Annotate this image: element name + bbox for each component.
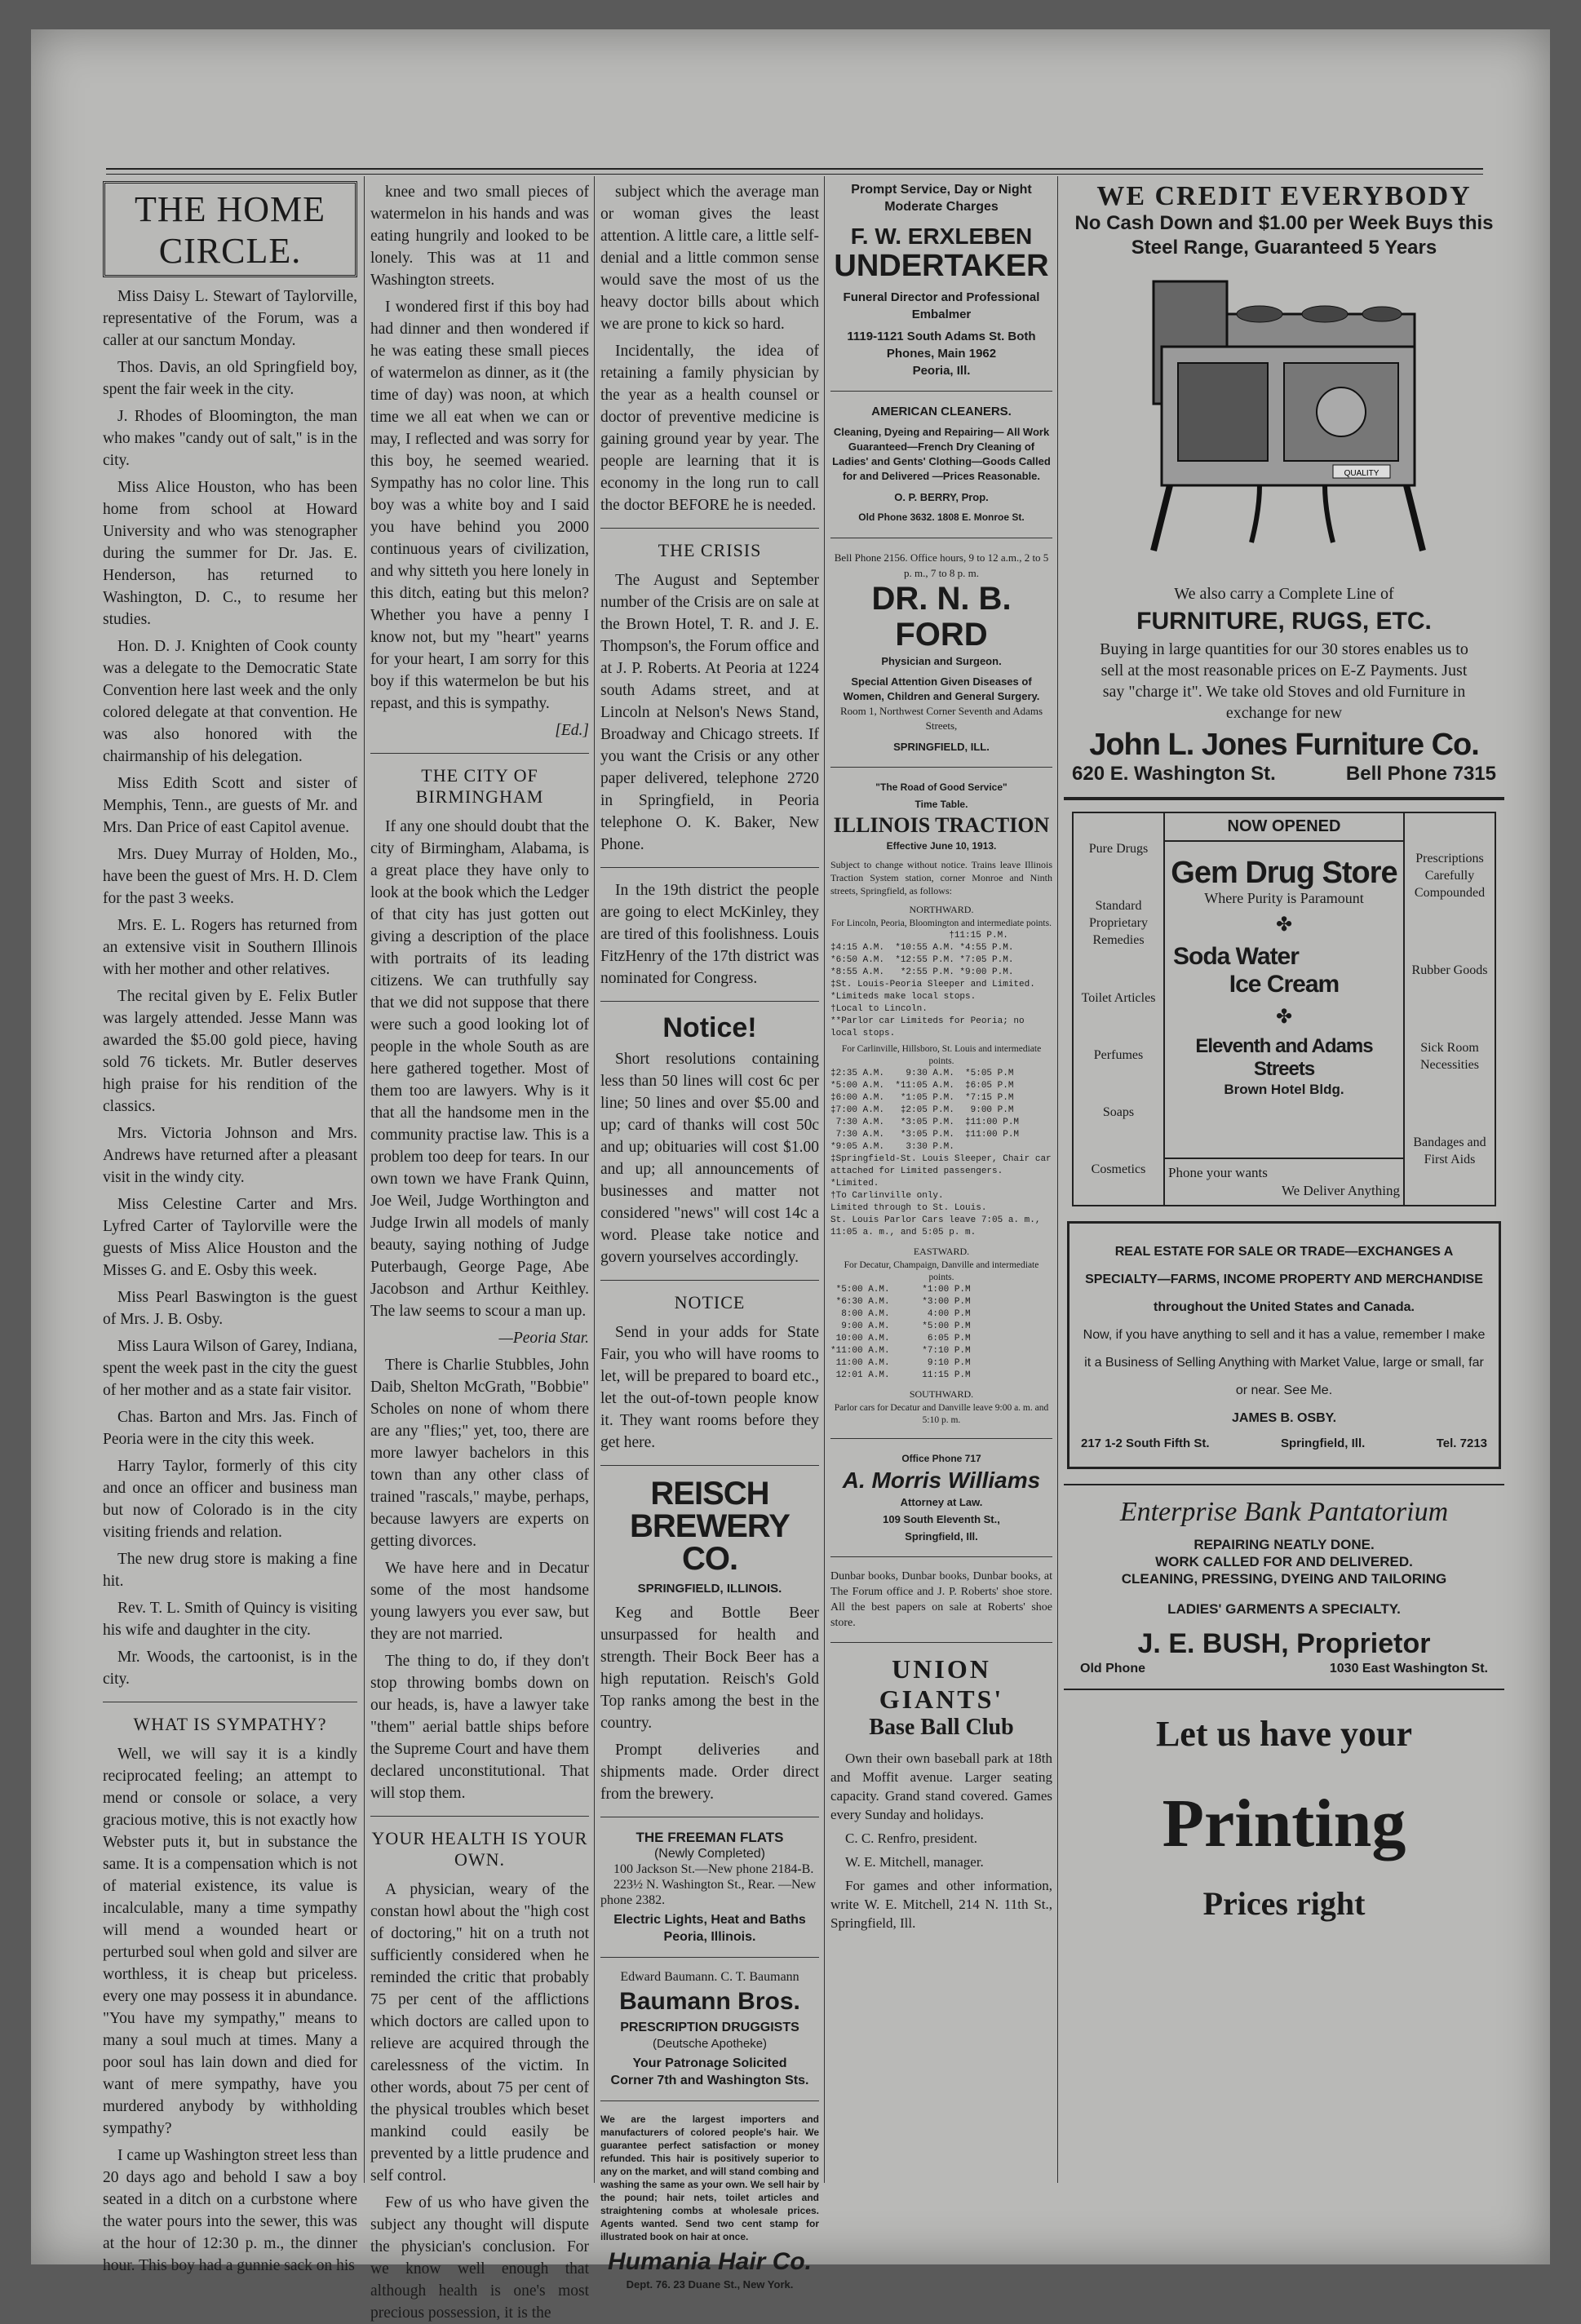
sympathy-continued [370, 181, 589, 715]
gem-want: Phone your wants [1168, 1165, 1268, 1181]
column-three [600, 181, 819, 2291]
union-giants-title2: GIANTS' [879, 1684, 1004, 1714]
gem-list-item: Standard Proprietary Remedies [1089, 899, 1148, 948]
eastward-heading: EASTWARD. [913, 1245, 970, 1257]
column-home-circle [103, 181, 357, 2274]
ford-line1: Special Attention Given Diseases of Women, Children and General Surgery. [843, 675, 1040, 702]
printing-line2: Printing [1162, 1785, 1406, 1861]
gem-sub: Where Purity is Paramount [1204, 889, 1364, 906]
credit-line2: We also carry a Complete Line of [1174, 585, 1394, 604]
cleaners-text: Cleaning, Dyeing and Repairing— All Work Guaranteed—French Dry Cleaning of Ladies' and Gents' Clothing—Goods Called for and Delivered —Prices Reasonable. [832, 425, 1051, 482]
gem-ice: Ice Cream [1229, 970, 1340, 998]
reisch-title: REISCH BREWERY CO. [630, 1476, 790, 1578]
carlinville-times: ‡2:35 A.M. 9:30 A.M. *5:05 P.M *5:00 A.M. *11:05 A.M. ‡6:05 P.M ‡6:00 A.M. *1:05 P.M. *7:15 P.M ‡7:00 A.M. ‡2:05 P.M. 9:00 P.M 7:30 A.M. *3:05 P.M. ‡11:00 P.M 7:30 A.M. *3:05 P.M. ‡11:00 P.M *9:05 A.M. 3:30 P.M. [830, 1068, 1020, 1152]
freeman-title: THE FREEMAN FLATS [636, 1830, 784, 1846]
paragraph: Few of us who have given the subject any thought will dispute the physician's conclusion. For we know well enough that although health is one's most precious possession, it is the [370, 2194, 589, 2322]
health-heading: YOUR HEALTH IS YOUR OWN. [371, 1828, 588, 1870]
cleaners-ad [830, 403, 1052, 526]
southward-heading: SOUTHWARD. [909, 1388, 974, 1400]
dunbar-item: Dunbar books, Dunbar books, Dunbar books, at The Forum office and J. P. Roberts' shoe store. All the best papers on sale at Roberts' shoe store. [830, 1569, 1052, 1629]
northward-heading: NORTHWARD. [909, 903, 974, 915]
paragraph: Well, we will say it is a kindly reciprocated feeling; an attempt to mend or console or solace, a very gracious motive, this is not exactly how Webster puts it, but in substance the same. It is a compensation which is not of material existence, its value is incalculable, many a time sympathy will mend a wounded heart or perturbed soul when gold and silver are worthless, it is cheap but priceless. every one may possess it in abundance. "You have my sympathy," means to many a soul much at times. Many a poor soul has lain down and died for want of mere sympathy, have you murdered anybody by withholding sympathy? [103, 1746, 357, 2137]
paragraph: We have here and in Decatur some of the most handsome young lawyers you ever saw, but they are not married. [370, 1560, 589, 1643]
pantatorium-line2: WORK CALLED FOR AND DELIVERED. [1155, 1554, 1413, 1570]
traction-effective: Effective June 10, 1913. [886, 839, 997, 852]
paragraph: Mrs. Duey Murray of Holden, Mo., have been the guest of Mrs. H. D. Clem for the past 3 weeks. [103, 846, 357, 907]
divider [600, 1465, 819, 1466]
baumann-line3: Your Patronage Solicited [632, 2056, 787, 2071]
undertaker-ad [830, 181, 1052, 379]
birmingham-heading: THE CITY OF BIRMINGHAM [415, 765, 544, 807]
paragraph: Chas. Barton and Mrs. Jas. Finch of Peoria were in the city this week. [103, 1409, 357, 1448]
ford-line2: Room 1, Northwest Corner Seventh and Adams Streets, [839, 704, 1043, 732]
baumann-sub: PRESCRIPTION DRUGGISTS [620, 2021, 799, 2035]
cleaners-prop: O. P. BERRY, Prop. [894, 490, 989, 503]
gem-title: Gem Drug Store [1171, 856, 1397, 891]
paragraph: I wondered first if this boy had had dinner and then wondered if he was eating these small pieces of watermelon as dinner, as it (the time of day) was noon, at which time we all eat when we can or may, I reflected and was sorry for this boy, he seemed wearied. Sympathy has no color line. This boy was a white boy and I said you have behind you 2000 continuous years of civilization, and why sitteth you here lonely in this ditch, eating but this melon? Whether you have a penny I know not, but my "heart" yearns for your heart, I am sorry for this boy if this watermelon be but his repast, and this is sympathy. [370, 299, 589, 712]
divider [830, 391, 1052, 392]
divider [370, 1816, 589, 1817]
pantatorium-line3: CLEANING, PRESSING, DYEING AND TAILORING [1121, 1571, 1447, 1587]
traction-title: ILLINOIS TRACTION [833, 812, 1050, 837]
notice-heading [600, 1013, 819, 1043]
gem-list-item: Cosmetics [1091, 1162, 1146, 1177]
humania-title: Humania Hair Co. [607, 2248, 813, 2276]
paragraph: subject which the average man or woman gives the least attention. A little care, a little self-denial and a little common sense would save the most of us the heavy doctor bills about which we are prone to kick so hard. [600, 184, 819, 333]
baumann-sub2: (Deutsche Apotheke) [652, 2037, 768, 2052]
southward-text: Parlor cars for Decatur and Danville leave 9:00 a. m. and 5:10 p. m. [834, 1402, 1049, 1425]
column-rule [594, 176, 595, 2183]
gem-corner: Eleventh and Adams Streets [1195, 1034, 1373, 1080]
printing-line3: Prices right [1202, 1885, 1366, 1923]
eastward-sub: For Decatur, Champaign, Danville and intermediate points. [844, 1259, 1039, 1282]
credit-ad [1064, 181, 1504, 786]
gem-list-item: Rubber Goods [1411, 963, 1488, 978]
birmingham-article-cont [370, 1354, 589, 1804]
credit-address: 620 E. Washington St. [1072, 763, 1276, 786]
freeman-line1: 100 Jackson St.—New phone 2184-B. [613, 1862, 814, 1877]
traction-top: "The Road of Good Service" [875, 781, 1008, 793]
divider [600, 2100, 819, 2101]
williams-line2: 109 South Eleventh St., [883, 1512, 1000, 1525]
undertaker-top2: Moderate Charges [884, 200, 999, 214]
paragraph: A physician, weary of the constan howl about the "high cost of doctoring," hit on a truth not sufficiently considered when he reminded the critic that probably 75 per cent of the afflictions which doctors are called upon to relieve are acquired through the carelessness of the victim. In other words, about 75 per cent of the physical troubles which beset mankind could easily be prevented by a little prudence and self control. [370, 1881, 589, 2185]
notice2-text: Send in your adds for State Fair, you who will have rooms to let, will be prepared to board etc., let the out-of-town people know it. They want rooms before they get here. [600, 1324, 819, 1452]
column-rule [1057, 176, 1058, 2183]
paragraph: Mr. Woods, the cartoonist, is in the city. [103, 1649, 357, 1688]
reisch-ad [600, 1477, 819, 1597]
column-two [370, 181, 589, 2322]
cleaners-phone: Old Phone 3632. 1808 E. Monroe St. [858, 511, 1025, 523]
pantatorium-line4: LADIES' GARMENTS A SPECIALTY. [1167, 1601, 1401, 1618]
birmingham-source: —Peoria Star. [498, 1330, 589, 1347]
divider [830, 767, 1052, 768]
gem-center [1163, 813, 1405, 1205]
freeman-line3: Electric Lights, Heat and Baths Peoria, Illinois. [613, 1913, 806, 1945]
real-estate-footer [1081, 1435, 1487, 1452]
home-circle-items [103, 286, 357, 1690]
cleaners-title: AMERICAN CLEANERS. [871, 404, 1012, 418]
divider [600, 1957, 819, 1958]
credit-footer [1064, 763, 1504, 786]
paragraph: Miss Edith Scott and sister of Memphis, Tenn., are guests of Mr. and Mrs. Dan Price of east Capitol avenue. [103, 775, 357, 836]
divider [600, 528, 819, 529]
eastward-times: *5:00 A.M. *1:00 P.M *6:30 A.M. *3:00 P.M 8:00 A.M. 4:00 P.M 9:00 A.M. *5:00 P.M 10:00 A.M. 6:05 P.M *11:00 A.M. *7:10 P.M 11:00 A.M. 9:10 P.M 12:01 A.M. 11:15 P.M [830, 1284, 971, 1380]
williams-ad [830, 1450, 1052, 1545]
undertaker-name: F. W. ERXLEBEN [850, 224, 1033, 249]
ford-title: DR. N. B. FORD [871, 580, 1012, 653]
ford-ad [830, 550, 1052, 755]
undertaker-top1: Prompt Service, Day or Night [851, 183, 1032, 197]
gem-list-item: Bandages and First Aids [1413, 1135, 1486, 1167]
traction-intro: Subject to change without notice. Trains leave Illinois Traction System station, corner Monroe and Ninth streets, Springfield, as follows: [830, 858, 1052, 896]
paragraph: If any one should doubt that the city of Birmingham, Alabama, is a great place they have only to look at the book which the Ledger of that city has just gotten out giving a description of the place with portraits of its leading citizens. We can truthfully say that we did not suppose that there were such a good looking lot of people in the whole South as are here gathered together. Most of them too are lawyers. Why is it that all the handsome men in the community practise law. This is a problem too deep for tears. In our own town we have Frank Quinn, Joe Weil, Judge Worthington and Judge Irwin all models of manly beauty, saying nothing of Judge Puterbaugh, George Page, Abe Jacobson and Arthur Keithley. The law seems to scour a man up. [370, 818, 589, 1320]
paragraph: There is Charlie Stubbles, John Daib, Shelton McGrath, "Bobbie" Scholes on none of whom there are any "flies;" yet, too, there are more lawyer bachelors in this town than any other class of trained "rascals," maybe, perhaps, because lawyers are experts on getting divorces. [370, 1357, 589, 1550]
gem-deliver: We Deliver Anything [1282, 1183, 1400, 1199]
gem-list-item: Sick Room Necessities [1420, 1041, 1479, 1073]
gem-right-list [1405, 813, 1495, 1205]
real-estate-ad [1067, 1221, 1501, 1469]
real-estate-tel: Tel. 7213 [1436, 1436, 1487, 1451]
real-estate-name: JAMES B. OSBY. [1231, 1411, 1337, 1426]
divider [1064, 797, 1504, 800]
carlinville-sub: For Carlinville, Hillsboro, St. Louis and intermediate points. [841, 1043, 1042, 1066]
birmingham-article [370, 816, 589, 1322]
williams-line1: Attorney at Law. [900, 1495, 983, 1508]
credit-title: WE CREDIT EVERYBODY [1096, 181, 1472, 211]
reisch-text [600, 1602, 819, 1805]
paragraph: Miss Alice Houston, who has been home from school at Howard University and who was stenographer during the summer for Dr. Jas. E. Henderson, has returned to Washington, D. C., to resume her studies. [103, 479, 357, 628]
paragraph: Miss Pearl Baswington is the guest of Mrs. J. B. Osby. [103, 1289, 357, 1328]
crisis-heading: THE CRISIS [658, 540, 762, 560]
pantatorium-title: Enterprise Bank Pantatorium [1119, 1497, 1449, 1528]
carlinville-notes: ‡Springfield-St. Louis Sleeper, Chair car attached for Limited passengers. *Limited. †To Carlinville only. Limited through to St. Louis. St. Louis Parlor Cars leave 7:05 a. m., 11:05 a. m., and 5:05 p. m. [830, 1153, 1052, 1237]
union-giants-line3: For games and other information, write W. E. Mitchell, 214 N. 11th St., Springfield, Ill. [830, 1877, 1052, 1931]
paragraph: Keg and Bottle Beer unsurpassed for health and strength. Their Bock Beer has a high reputation. Reisch's Gold Top ranks among the best in the country. [600, 1605, 819, 1733]
divider [600, 1280, 819, 1281]
union-giants-line2: W. E. Mitchell, manager. [845, 1853, 984, 1870]
column-five [1064, 181, 1504, 2180]
paragraph: Prompt deliveries and shipments made. Order direct from the brewery. [600, 1742, 819, 1804]
notice2-heading: NOTICE [674, 1292, 746, 1313]
paragraph: Hon. D. J. Knighten of Cook county was a delegate to the Democratic State Convention here last week and the only colored delegate at that convention. He was also honored with the chairmanship of his delegation. [103, 638, 357, 765]
sympathy-heading: WHAT IS SYMPATHY? [133, 1714, 327, 1734]
northward-times: †11:15 P.M. ‡4:15 A.M. *10:55 A.M. *4:55 P.M. *6:50 A.M. *12:55 P.M. *7:05 P.M. *8:55 A.M. *2:55 P.M. *9:00 P.M. [830, 930, 1014, 977]
gem-list-item: Soaps [1102, 1105, 1135, 1120]
paragraph: Mrs. Victoria Johnson and Mrs. Andrews have returned after a pleasant visit in the windy city. [103, 1125, 357, 1186]
gem-opened: NOW OPENED [1165, 813, 1403, 842]
paragraph: The thing to do, if they don't stop throwing bombs down on our heads, is, have a lawyer take "them" aerial battle ships before the Supreme Court and have them declared unconstitutional. That will stop them. [370, 1653, 589, 1802]
cross-ornament-icon: ✤ [1275, 1005, 1293, 1028]
freeman-line2: 223½ N. Washington St., Rear. —New phone 2382. [600, 1878, 817, 1908]
ford-line3: SPRINGFIELD, ILL. [893, 740, 990, 753]
divider [370, 753, 589, 754]
paragraph: Miss Laura Wilson of Garey, Indiana, spent the week past in the city the guest of her mother and as a state fair visitor. [103, 1338, 357, 1399]
crisis-article: The August and September number of the Crisis are on sale at the Brown Hotel, T. R. and J. E. Thompson's, the Forum office and at J. P. Roberts. At Peoria at 1224 south Adams street, and at Lincoln at Nelson's News Stand, Broadway and Chicago streets. If you want the Crisis or any other paper delivered, telephone 2720 in Springfield, in Peoria telephone O. K. Baker, New Phone. [600, 572, 819, 853]
pantatorium-ad [1064, 1497, 1504, 1676]
mckinley-item: In the 19th district the people are going to elect McKinley, they are tired of this foolishness. Louis FitzHenry of the 17th district was nominated for Congress. [600, 882, 819, 987]
traction-ad [830, 779, 1052, 1427]
gem-drug-ad [1072, 812, 1496, 1206]
divider [1064, 1484, 1504, 1485]
real-estate-address: 217 1-2 South Fifth St. [1081, 1436, 1210, 1451]
credit-line1: No Cash Down and $1.00 per Week Buys this Steel Range, Guaranteed 5 Years [1074, 212, 1494, 259]
real-estate-text2: Now, if you have anything to sell and it has a value, remember I make it a Business of Selling Anything with Market Value, large or small, far or near. See Me. [1083, 1328, 1486, 1398]
paragraph: knee and two small pieces of watermelon in his hands and was eating hungrily and looked to be lonely. This was at 11 and Washington streets. [370, 184, 589, 289]
pantatorium-address: 1030 East Washington St. [1329, 1661, 1488, 1675]
humania-ad [600, 2113, 819, 2293]
credit-line3: FURNITURE, RUGS, ETC. [1136, 608, 1432, 635]
column-rule [824, 176, 825, 2183]
union-giants-title1: UNION [892, 1653, 991, 1684]
gem-list-item: Prescriptions Carefully Compounded [1414, 852, 1486, 901]
gem-building: Brown Hotel Bldg. [1224, 1081, 1344, 1097]
williams-phone: Office Phone 717 [901, 1452, 981, 1464]
sympathy-article [103, 1743, 357, 2277]
paragraph: Thos. Davis, an old Springfield boy, spent the fair week in the city. [103, 359, 357, 398]
divider [1064, 1689, 1504, 1690]
gem-list-item: Perfumes [1093, 1047, 1144, 1062]
baumann-names: Edward Baumann. C. T. Baumann [620, 1970, 799, 1985]
paragraph: The new drug store is making a fine hit. [103, 1551, 357, 1590]
steel-range-illustration [1137, 265, 1431, 575]
divider [600, 1001, 819, 1002]
printing-line1: Let us have your [1155, 1713, 1413, 1754]
divider [830, 1438, 1052, 1439]
notice-text: Short resolutions containing less than 50 lines will cost 6c per line; 50 lines and over $5.00 and up; card of thanks will cost 50c and up; obituaries will cost $1.00 and up; all announcements of businesses and matter not considered "news" will cost 14c a word. Please take notice and govern yourselves accordingly. [600, 1051, 819, 1267]
paragraph: Mrs. E. L. Rogers has returned from an extensive visit in Southern Illinois with her mother and other relatives. [103, 917, 357, 978]
paragraph: Miss Celestine Carter and Mrs. Lyfred Carter of Taylorville were the guests of Miss Alice Houston and the Misses G. and E. Osby this week. [103, 1196, 357, 1279]
ford-top: Bell Phone 2156. Office hours, 9 to 12 a.m., 2 to 5 p. m., 7 to 8 p. m. [834, 551, 1049, 579]
home-circle-masthead: THE HOME CIRCLE. [103, 181, 357, 277]
paragraph: J. Rhodes of Bloomington, the man who makes "candy out of salt," is in the city. [103, 408, 357, 469]
real-estate-city: Springfield, Ill. [1280, 1436, 1366, 1451]
top-rule [106, 168, 1483, 175]
humania-address: Dept. 76. 23 Duane St., New York. [626, 2278, 794, 2291]
humania-text: We are the largest importers and manufacturers of colored people's hair. We guarantee perfect satisfaction or money refunded. This hair is positively superior to any on the market, and will stand combing and washing the same as your own. We sell hair by the pound; hair nets, toilet articles and straightening combs at wholesale prices. Agents wanted. Send two cent stamp for illustrated book on hair at once. [600, 2114, 819, 2243]
credit-line4: Buying in large quantities for our 30 stores enables us to sell at the most reasonable prices on E-Z Payments. Just say "charge it". We take old Stoves and old Furniture in exchange for new [1100, 640, 1468, 723]
divider [600, 867, 819, 868]
reisch-city: SPRINGFIELD, ILLINOIS. [637, 1582, 782, 1596]
newspaper-page [31, 29, 1550, 2322]
freeman-ad [600, 1829, 819, 1946]
pantatorium-footer [1064, 1660, 1504, 1677]
gem-footer [1165, 1158, 1403, 1205]
undertaker-line2: 1119-1121 South Adams St. Both Phones, Main 1962 [847, 329, 1036, 361]
paragraph: Miss Daisy L. Stewart of Taylorville, representative of the Forum, was a caller at our sanctum Monday. [103, 288, 357, 349]
paragraph: Harry Taylor, formerly of this city and once an officer and business man but now of Colorado is in the city visiting friends and relation. [103, 1458, 357, 1541]
gem-soda: Soda Water [1173, 942, 1299, 970]
baumann-line4: Corner 7th and Washington Sts. [610, 2074, 809, 2088]
real-estate-text1: REAL ESTATE FOR SALE OR TRADE—EXCHANGES A SPECIALTY—FARMS, INCOME PROPERTY AND MERCHANDISE throughout the United States and Canada. [1085, 1245, 1483, 1315]
union-giants-text: Own their own baseball park at 18th and Moffit avenue. Larger seating capacity. Grand stand covered. Games every Sunday and holidays. [830, 1750, 1052, 1822]
freeman-sub: (Newly Completed) [653, 1847, 766, 1861]
cross-ornament-icon: ✤ [1275, 913, 1293, 936]
gem-list-item: Toilet Articles [1081, 990, 1156, 1005]
column-rule [364, 176, 365, 2183]
stove-label: QUALITY [1344, 469, 1380, 479]
paragraph: The recital given by E. Felix Butler was largely attended. Jesse Mann was awarded the $5.00 gold piece, having sold 76 tickets. Mr. Butler deserves high praise for his rendition of the classics. [103, 988, 357, 1115]
williams-title: A. Morris Williams [842, 1467, 1041, 1493]
credit-company: John L. Jones Furniture Co. [1089, 728, 1479, 763]
undertaker-title: UNDERTAKER [834, 249, 1049, 283]
undertaker-line1: Funeral Director and Professional Embalmer [843, 290, 1040, 321]
printing-ad [1064, 1715, 1504, 1923]
ford-sub: Physician and Surgeon. [881, 654, 1002, 667]
gem-left-list [1074, 813, 1163, 1205]
union-giants-title3: Base Ball Club [869, 1714, 1014, 1740]
union-giants-ad [830, 1654, 1052, 1741]
paragraph: Rev. T. L. Smith of Quincy is visiting his wife and daughter in the city. [103, 1600, 357, 1639]
divider [830, 1556, 1052, 1557]
paragraph: Incidentally, the idea of retaining a family physician by the year as a health counsel or doctor of preventive medicine is gaining ground year by year. The people are learning that it is economy in the long run to call the doctor BEFORE he is needed. [600, 343, 819, 514]
pantatorium-proprietor: J. E. BUSH, Proprietor [1137, 1628, 1431, 1660]
pantatorium-phone: Old Phone [1080, 1661, 1145, 1675]
union-giants-line1: C. C. Renfro, president. [845, 1830, 977, 1846]
divider [830, 1642, 1052, 1643]
traction-timetable: Time Table. [914, 798, 968, 810]
health-continued [600, 181, 819, 516]
health-article [370, 1879, 589, 2324]
baumann-ad [600, 1969, 819, 2089]
credit-phone: Bell Phone 7315 [1345, 763, 1496, 786]
williams-line3: Springfield, Ill. [905, 1529, 978, 1543]
northward-sub: For Lincoln, Peoria, Bloomington and intermediate points. [831, 918, 1052, 928]
northward-notes: ‡St. Louis-Peoria Sleeper and Limited. *Limiteds make local stops. †Local to Lincoln. **Parlor car Limiteds for Peoria; no local stops. [830, 979, 1035, 1038]
undertaker-line3: Peoria, Ill. [912, 363, 971, 378]
gem-list-item: Pure Drugs [1088, 841, 1149, 856]
notice-title: Notice! [662, 1012, 757, 1043]
editor-signature: [Ed.] [555, 722, 589, 739]
baumann-title: Baumann Bros. [619, 1988, 800, 2016]
pantatorium-line1: REPAIRING NEATLY DONE. [1194, 1537, 1375, 1553]
column-four [830, 181, 1052, 2180]
paragraph: I came up Washington street less than 20 days ago and behold I saw a boy seated in a ditch on a curbstone where the water pours into the sewer, this was at the hour of 12:30 p. m., the dinner hour. This boy had a gunnie sack on his [103, 2147, 357, 2274]
